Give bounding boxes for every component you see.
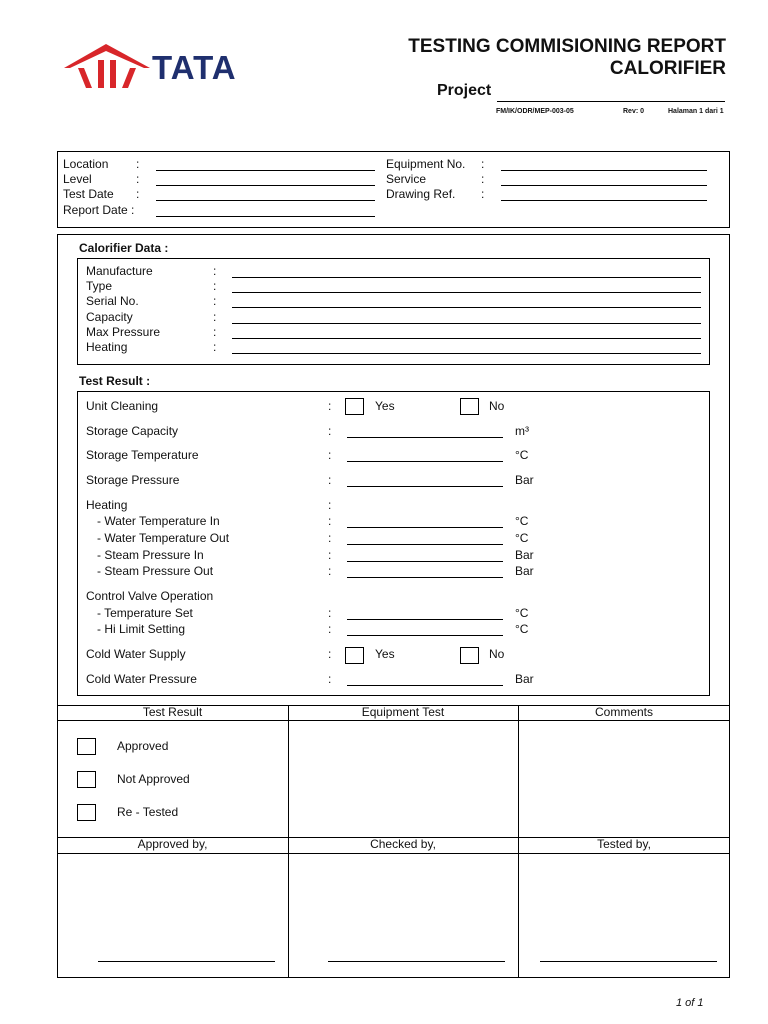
tata-logo-icon	[64, 44, 150, 88]
col-equipment-test-header: Equipment Test	[361, 705, 445, 719]
report-date-input-line[interactable]	[156, 216, 375, 217]
hi-limit-setting-input-line[interactable]	[347, 635, 503, 636]
brand-name: TATA	[152, 49, 237, 86]
cold-water-pressure-label: Cold Water Pressure	[86, 672, 197, 686]
steam-pressure-in-input-line[interactable]	[347, 561, 503, 562]
test-date-sep: :	[136, 187, 140, 201]
test-date-label: Test Date	[63, 187, 114, 201]
unit-cleaning-no-checkbox[interactable]	[460, 398, 479, 415]
heating-input-line[interactable]	[232, 353, 701, 354]
tested-by-signature-line[interactable]	[540, 961, 717, 962]
doc-code: FM/IK/ODR/MEP-003-05	[496, 108, 574, 115]
storage-temperature-sep: :	[328, 448, 332, 462]
manufacture-sep: :	[213, 264, 217, 278]
test-result-heading: Test Result :	[79, 374, 151, 388]
level-input-line[interactable]	[156, 185, 375, 186]
type-input-line[interactable]	[232, 292, 701, 293]
checked-by-header: Checked by,	[370, 837, 436, 851]
cold-water-supply-yes-checkbox[interactable]	[345, 647, 364, 664]
not-approved-checkbox[interactable]	[77, 771, 96, 788]
signature-header-divider	[57, 853, 730, 854]
heating-label: Heating	[86, 340, 128, 354]
water-temp-in-unit: °C	[515, 514, 529, 528]
type-label: Type	[86, 279, 113, 293]
unit-cleaning-no-label: No	[489, 399, 505, 413]
revision: Rev: 0	[623, 108, 645, 115]
capacity-label: Capacity	[86, 310, 133, 324]
unit-cleaning-yes-label: Yes	[375, 399, 395, 413]
report-title: TESTING COMMISIONING REPORT	[408, 36, 726, 57]
max-pressure-sep: :	[213, 325, 217, 339]
service-label: Service	[386, 172, 427, 186]
water-temp-out-unit: °C	[515, 531, 529, 545]
manufacture-input-line[interactable]	[232, 277, 701, 278]
approved-by-signature-line[interactable]	[98, 961, 275, 962]
location-label: Location	[63, 157, 109, 171]
temperature-set-sep: :	[328, 606, 332, 620]
level-label: Level	[63, 172, 92, 186]
steam-pressure-out-sep: :	[328, 564, 332, 578]
water-temp-in-input-line[interactable]	[347, 527, 503, 528]
serial-no-input-line[interactable]	[232, 307, 701, 308]
storage-temperature-label: Storage Temperature	[86, 448, 199, 462]
heating-group-sep: :	[328, 498, 332, 512]
steam-pressure-out-input-line[interactable]	[347, 577, 503, 578]
storage-pressure-input-line[interactable]	[347, 486, 503, 487]
heating-sep: :	[213, 340, 217, 354]
project-field	[437, 80, 727, 102]
drawing-ref-label: Drawing Ref.	[386, 187, 456, 201]
cold-water-pressure-input-line[interactable]	[347, 685, 503, 686]
approved-checkbox[interactable]	[77, 738, 96, 755]
type-sep: :	[213, 279, 217, 293]
equipment-no-label: Equipment No.	[386, 157, 466, 171]
unit-cleaning-yes-checkbox[interactable]	[345, 398, 364, 415]
cold-water-pressure-unit: Bar	[515, 672, 534, 686]
storage-capacity-label: Storage Capacity	[86, 424, 179, 438]
cold-water-pressure-sep: :	[328, 672, 332, 686]
temperature-set-input-line[interactable]	[347, 619, 503, 620]
col-test-result-header: Test Result	[142, 705, 203, 719]
storage-temperature-input-line[interactable]	[347, 461, 503, 462]
storage-pressure-sep: :	[328, 473, 332, 487]
project-input-line[interactable]	[497, 86, 725, 102]
serial-no-label: Serial No.	[86, 294, 139, 308]
water-temp-in-label: - Water Temperature In	[97, 514, 220, 528]
calorifier-heading: Calorifier Data :	[79, 241, 169, 255]
capacity-sep: :	[213, 310, 217, 324]
summary-header-divider	[57, 720, 730, 721]
unit-cleaning-sep: :	[328, 399, 332, 413]
checked-by-signature-line[interactable]	[328, 961, 505, 962]
water-temp-in-sep: :	[328, 514, 332, 528]
test-date-input-line[interactable]	[156, 200, 375, 201]
level-sep: :	[136, 172, 140, 186]
water-temp-out-label: - Water Temperature Out	[97, 531, 230, 545]
storage-temperature-unit: °C	[515, 448, 529, 462]
storage-capacity-input-line[interactable]	[347, 437, 503, 438]
cold-water-supply-label: Cold Water Supply	[86, 647, 186, 661]
location-sep: :	[136, 157, 140, 171]
steam-pressure-in-unit: Bar	[515, 548, 534, 562]
service-sep: :	[481, 172, 485, 186]
drawing-ref-sep: :	[481, 187, 485, 201]
water-temp-out-sep: :	[328, 531, 332, 545]
cold-water-supply-no-label: No	[489, 647, 505, 661]
hi-limit-setting-label: - Hi Limit Setting	[97, 622, 186, 636]
temperature-set-label: - Temperature Set	[97, 606, 193, 620]
cold-water-supply-sep: :	[328, 647, 332, 661]
col-comments-header: Comments	[594, 705, 653, 719]
page-info: Halaman 1 dari 1	[668, 108, 724, 115]
capacity-input-line[interactable]	[232, 323, 701, 324]
equipment-no-input-line[interactable]	[501, 170, 707, 171]
hi-limit-setting-unit: °C	[515, 622, 529, 636]
service-input-line[interactable]	[501, 185, 707, 186]
max-pressure-label: Max Pressure	[86, 325, 161, 339]
temperature-set-unit: °C	[515, 606, 529, 620]
equipment-no-sep: :	[481, 157, 485, 171]
project-label: Project	[437, 82, 492, 99]
footer-page-number: 1 of 1	[676, 997, 704, 1009]
hi-limit-setting-sep: :	[328, 622, 332, 636]
steam-pressure-out-label: - Steam Pressure Out	[97, 564, 214, 578]
control-valve-label: Control Valve Operation	[86, 589, 214, 603]
manufacture-label: Manufacture	[86, 264, 153, 278]
storage-pressure-label: Storage Pressure	[86, 473, 180, 487]
steam-pressure-in-label: - Steam Pressure In	[97, 548, 204, 562]
report-date-label: Report Date :	[63, 203, 135, 217]
re-tested-checkbox[interactable]	[77, 804, 96, 821]
heating-group-label: Heating	[86, 498, 128, 512]
storage-capacity-sep: :	[328, 424, 332, 438]
location-input-line[interactable]	[156, 170, 375, 171]
serial-no-sep: :	[213, 294, 217, 308]
report-subtitle: CALORIFIER	[609, 58, 726, 79]
unit-cleaning-label: Unit Cleaning	[86, 399, 159, 413]
calorifier-box	[77, 258, 710, 365]
storage-pressure-unit: Bar	[515, 473, 534, 487]
cold-water-supply-no-checkbox[interactable]	[460, 647, 479, 664]
storage-capacity-unit: m³	[515, 424, 529, 438]
not-approved-label: Not Approved	[117, 772, 190, 786]
re-tested-label: Re - Tested	[117, 805, 179, 819]
tested-by-header: Tested by,	[597, 837, 651, 851]
water-temp-out-input-line[interactable]	[347, 544, 503, 545]
cold-water-supply-yes-label: Yes	[375, 647, 395, 661]
drawing-ref-input-line[interactable]	[501, 200, 707, 201]
max-pressure-input-line[interactable]	[232, 338, 701, 339]
steam-pressure-in-sep: :	[328, 548, 332, 562]
approved-by-header: Approved by,	[137, 837, 208, 851]
approved-label: Approved	[117, 739, 169, 753]
steam-pressure-out-unit: Bar	[515, 564, 534, 578]
